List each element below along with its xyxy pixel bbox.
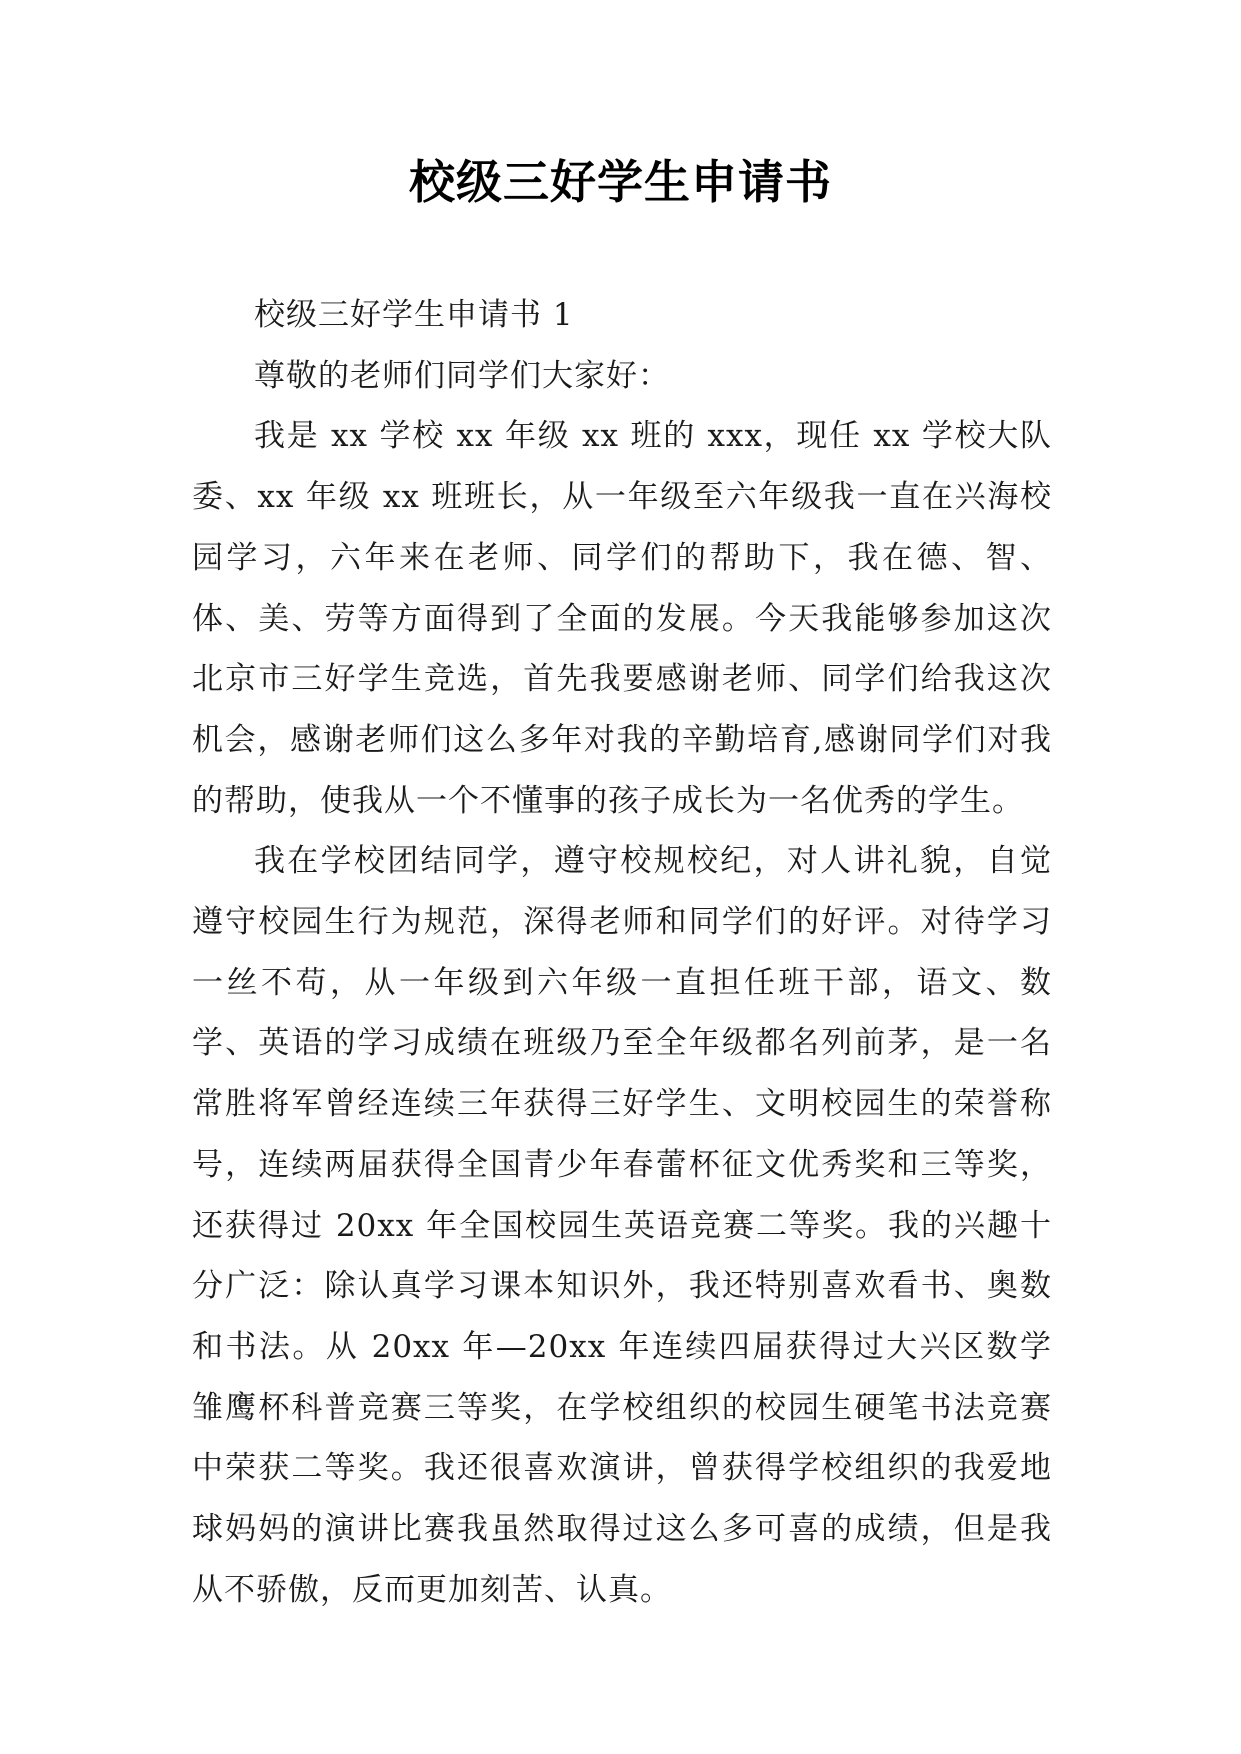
paragraph: 我是 xx 学校 xx 年级 xx 班的 xxx，现任 xx 学校大队委、xx 年级 xx 班班长，从一年级至六年级我一直在兴海校园学习，六年来在老师、同学们的帮助下，我在德、智、体、美、劳等方面得到了全面的发展。今天我能够参加这次北京市三好学生竞选，首先我要感谢老师、同学们给我这次机会，感谢老师们这么多年对我的辛勤培育,感谢同学们对我的帮助，使我从一个不懂事的孩子成长为一名优秀的学生。 — [192, 418, 1052, 819]
document-body — [192, 285, 1052, 1620]
salutation: 尊敬的老师们同学们大家好： — [254, 357, 670, 394]
paragraph: 我在学校团结同学，遵守校规校纪，对人讲礼貌，自觉遵守校园生行为规范，深得老师和同学们的好评。对待学习一丝不苟，从一年级到六年级一直担任班干部，语文、数学、英语的学习成绩在班级乃至全年级都名列前茅，是一名常胜将军曾经连续三年获得三好学生、文明校园生的荣誉称号，连续两届获得全国青少年春蕾杯征文优秀奖和三等奖，还获得过 20xx 年全国校园生英语竞赛二等奖。我的兴趣十分广泛：除认真学习课本知识外，我还特别喜欢看书、奥数和书法。从 20xx 年—20xx 年连续四届获得过大兴区数学雏鹰杯科普竞赛三等奖，在学校组织的校园生硬笔书法竞赛中荣获二等奖。我还很喜欢演讲，曾获得学校组织的我爱地球妈妈的演讲比赛我虽然取得过这么多可喜的成绩，但是我从不骄傲，反而更加刻苦、认真。 — [192, 843, 1052, 1608]
section-heading: 校级三好学生申请书 1 — [254, 297, 574, 333]
document-title: 校级三好学生申请书 — [409, 155, 832, 209]
